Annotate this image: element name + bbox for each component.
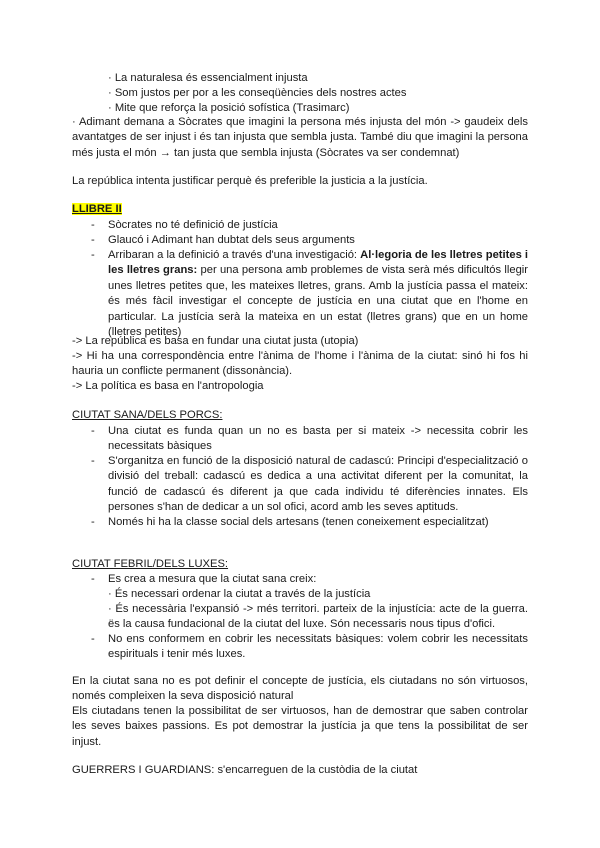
ciutat-sana-bullet-3: Només hi ha la classe social dels artesans (tenen coneixement especialitzat) — [108, 516, 489, 528]
bullet-dash: - — [91, 573, 95, 585]
bullet-dash: - — [91, 633, 95, 645]
bullet-dash: - — [91, 234, 95, 246]
bullet-3-body: per una persona amb problemes de vista serà més dificultós llegir unes lletres petites que, les mateixes lletres, grans. Amb la justícia passa el mateix: és més fàcil investigar el concepte de justícia en una ciutat que en l'home en particular. La justícia serà la mateixa en un estat (lletres grans) que en un home (lletres petites) — [108, 264, 528, 339]
bullet-dash: - — [91, 219, 95, 231]
intro-sub-item-1: · La naturalesa és essencialment injusta — [108, 72, 308, 84]
arrow-line-3: -> La política es basa en l'antropologia — [72, 380, 264, 392]
bullet-dash: - — [91, 249, 95, 261]
ciutat-sana-bullet-1: Una ciutat es funda quan un no es basta per si mateix -> necessita cobrir les necessitats bàsiques — [108, 425, 528, 453]
bullet-3-intro: Arribaran a la definició a través d'una investigació: — [108, 249, 361, 261]
ciutat-febril-heading: CIUTAT FEBRIL/DELS LUXES: — [72, 558, 229, 570]
allegory-title: Al·legoria de les lletres petites i les lletres grans: — [108, 249, 529, 277]
llibre-ii-heading — [72, 202, 122, 217]
republica-paragraph: La república intenta justificar perquè és preferible la justicia a la justícia. — [72, 175, 428, 187]
llibre-ii-heading-text: LLIBRE II — [72, 203, 122, 215]
bullet-dash: - — [91, 516, 95, 528]
ciutat-sana-bullet-2: S'organitza en funció de la disposició natural de cadascú: Principi d'especialització o divisió del treball: cadascú es dedica a una activitat diferent per la comunitat, la funció de cadascú és diferent ja que cada individu té diferències innates. Els persones s'han de dedicar a un sol ofici, acord amb les seves aptituds. — [108, 455, 528, 514]
llibre-ii-bullet-2: Glaucó i Adimant han dubtat dels seus arguments — [108, 234, 355, 246]
conclusion-paragraph-1: En la ciutat sana no es pot definir el concepte de justícia, els ciutadans no són virtuosos, només compleixen la seva disposició natural — [72, 675, 528, 703]
intro-sub-item-3: · Mite que reforça la posició sofística (Trasimarc) — [108, 102, 350, 114]
llibre-ii-bullet-3 — [108, 248, 528, 340]
arrow-line-2: -> Hi ha una correspondència entre l'ànima de l'home i l'ànima de la ciutat: sinó hi fos hi hauria un conflicte permanent (dissonància). — [72, 350, 528, 378]
adimant-paragraph: · Adimant demana a Sòcrates que imagini la persona més injusta del món -> gaudeix dels avantatges de ser injust i és tan injusta que sembla justa. També diu que imagini la persona més justa el món → tan justa que sembla injusta (Sòcrates va ser condemnat) — [72, 116, 528, 159]
llibre-ii-bullet-1: Sòcrates no té definició de justícia — [108, 219, 278, 231]
ciutat-sana-heading: CIUTAT SANA/DELS PORCS: — [72, 409, 223, 421]
arrow-line-1: -> La república es basa en fundar una ciutat justa (utopia) — [72, 335, 359, 347]
bullet-dash: - — [91, 455, 95, 467]
bullet-dash: - — [91, 425, 95, 437]
ciutat-febril-bullet-1: Es crea a mesura que la ciutat sana creix: — [108, 573, 317, 585]
conclusion-paragraph-2: Els ciutadans tenen la possibilitat de ser virtuosos, han de demostrar que saben controlar les seves baixes passions. Es pot demostrar la justícia ja que tens la possibilitat de ser injust. — [72, 705, 528, 748]
intro-sub-item-2: · Som justos per por a les conseqüències dels nostres actes — [108, 87, 407, 99]
ciutat-febril-sub-2: · És necessària l'expansió -> més territori. parteix de la injustícia: acte de la guerra. ës la causa fundacional de la ciutat del luxe. Són necessaris nous tipus d'ofici. — [108, 603, 528, 631]
guerrers-line: GUERRERS I GUARDIANS: s'encarreguen de la custòdia de la ciutat — [72, 764, 418, 776]
ciutat-febril-sub-1: · És necessari ordenar la ciutat a través de la justícia — [108, 588, 371, 600]
ciutat-febril-bullet-2: No ens conformem en cobrir les necessitats bàsiques: volem cobrir les necessitats espirituals i tenir més luxes. — [108, 633, 528, 661]
